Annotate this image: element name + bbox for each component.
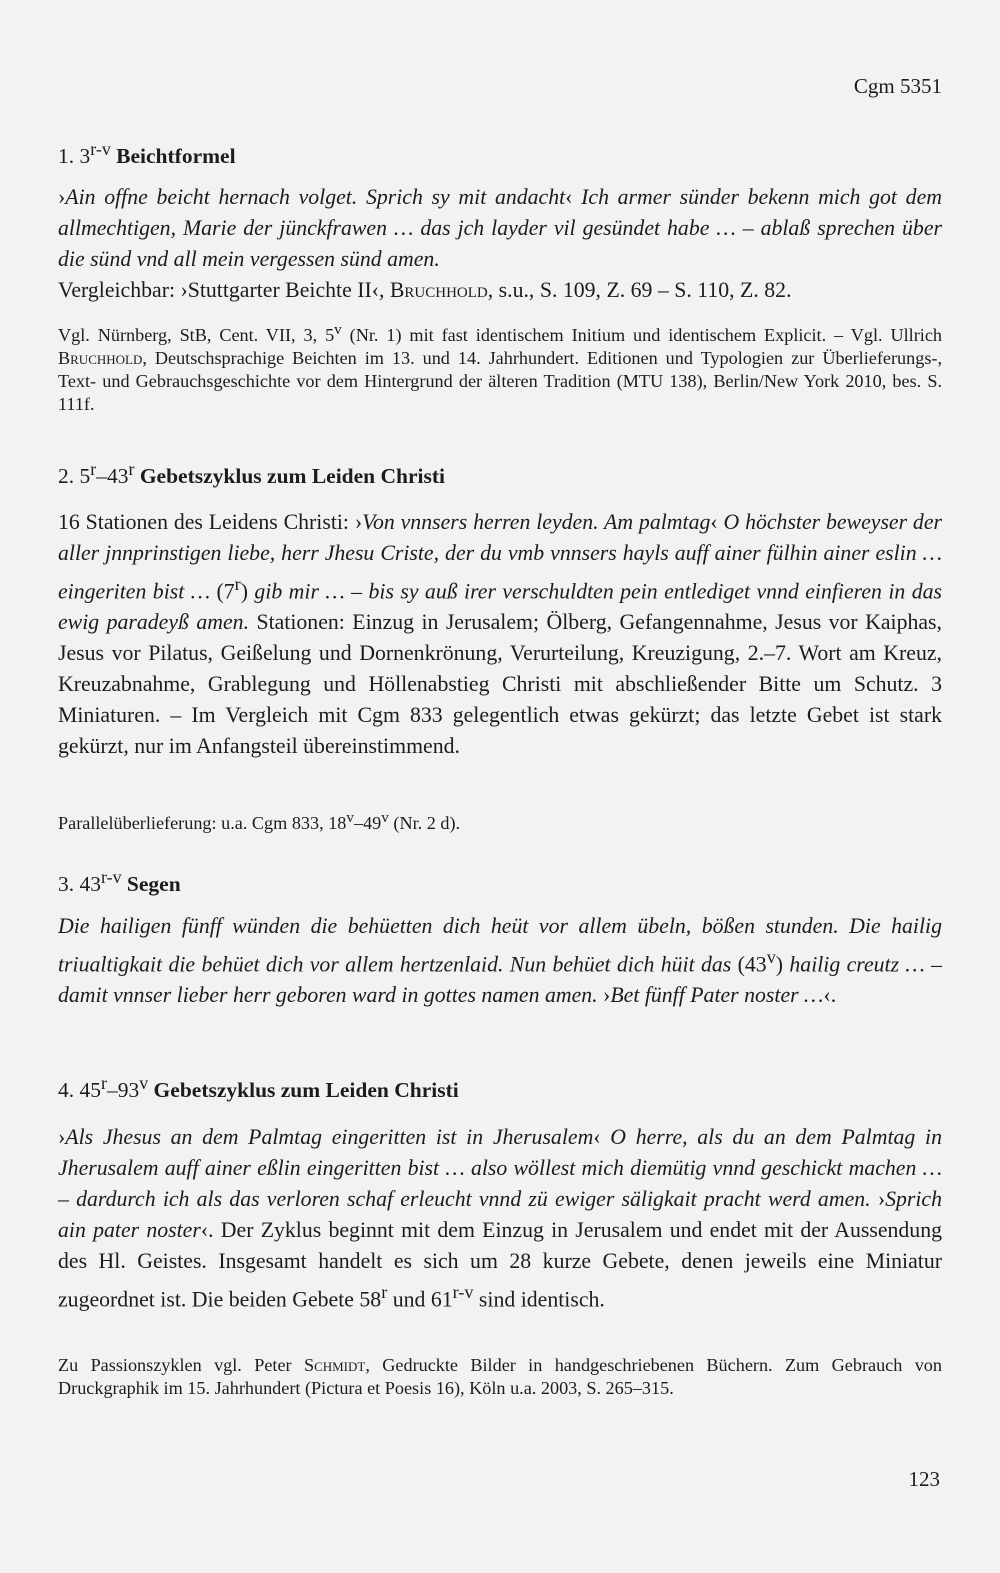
folio-ref: 43 bbox=[79, 872, 101, 897]
entry-4-note: Zu Passionszyklen vgl. Peter Schmidt, Gedruckte Bilder in handgeschriebenen Büchern. Zum Gebrauch von Druckgraphik im 15. Jahrhundert (Pictura et Poesis 16), Köln u.a. 2003, S. 265–315. bbox=[58, 1355, 942, 1398]
entry-2-heading: 2. 5$^r$–43$^r$ Gebetszyklus zum Leiden Christi bbox=[58, 459, 446, 489]
entry-number: 1. bbox=[58, 144, 75, 169]
entry-1-note: Vgl. Nürnberg, StB, Cent. VII, 3, 5$^v$ (Nr. 1) mit fast identischem Initium und identischem Explicit. – Vgl. Ullrich Bruchhold, Deutschsprachige Beichten im 13. und 14. Jahrhundert. Editionen und Typologien zur Überlieferungs-, Text- und Gebrauchsgeschichte vor dem Hintergrund der älteren Tradition (MTU 138), Berlin/New York 2010, bes. S. 111f. bbox=[58, 321, 942, 415]
comparison-label: Vergleichbar: ›Stuttgarter Beichte II‹, bbox=[58, 278, 390, 302]
incipit: Die hailigen fünff wünden die behüetten dich heüt vor allem übeln, bößen stunden. Die hailig triualtigkait die behüet dich vor allem hertzenlaid. Nun behüet dich hüit das bbox=[58, 914, 942, 977]
entry-title: Gebetszyklus zum Leiden Christi bbox=[153, 1078, 459, 1103]
rubric: Bet fünff Pater noster … bbox=[610, 983, 824, 1008]
entry-title: Beichtformel bbox=[116, 144, 236, 169]
entry-1-text: ›Ain offne beicht hernach volget. Sprich sy mit andacht‹ Ich armer sünder bekenn mich got dem allmechtigen, Marie der jünckfrawen … das jch layder vil gesündet habe … – ablaß sprechen über die sünd vnd all mein vergessen sünd amen. Vergleichbar: ›Stuttgarter Beichte II‹, Bruchhold, s.u., S. 109, Z. 69 – S. 110, Z. 82. bbox=[58, 185, 942, 302]
rubric: Sprich ain pater noster bbox=[58, 1187, 942, 1242]
folio-ref: 5 bbox=[79, 464, 91, 489]
entry-2-note: Parallelüberlieferung: u.a. Cgm 833, 18$^v$–49$^v$ (Nr. 2 d). bbox=[58, 809, 461, 834]
incipit-rubric: Von vnnsers herren leyden. Am palmtag bbox=[362, 510, 711, 534]
folio-ref: 3 bbox=[79, 144, 91, 169]
entry-number: 3. bbox=[58, 872, 75, 897]
entry-number: 4. bbox=[58, 1078, 75, 1103]
author-name: Schmidt bbox=[303, 1355, 366, 1375]
description: Stationen: Einzug in Jerusalem; Ölberg, Gefangennahme, Jesus vor Kaiphas, Jesus vor Pilatus, Geißelung und Dornenkrönung, Verurteilung, Kreuzigung, 2.–7. Wort am Kreuz, Kreuzabnahme, Grablegung und Höllenabstieg Christi mit abschließender Bitte um Schutz. 3 Miniaturen. – Im Vergleich mit Cgm 833 gelegentlich etwas gekürzt; das letzte Gebet ist stark gekürzt, nur im Anfangsteil übereinstimmend. bbox=[58, 610, 942, 759]
folio-ref: 43 bbox=[106, 464, 129, 489]
incipit: O herre, als du an dem Palmtag in Jherusalem auff ainer eßlin eingeritten bist … also wöllest mich diemütig vnnd geschickt machen … – dardurch ich als das verloren schaf erleucht vnnd zü ewiger säligkait pracht werd amen. bbox=[58, 1125, 942, 1211]
running-head: Cgm 5351 bbox=[853, 74, 942, 98]
entry-title: Gebetszyklus zum Leiden Christi bbox=[139, 464, 446, 489]
entry-title: Segen bbox=[126, 872, 181, 897]
incipit: O höchster beweyser der aller jnnprinstigen liebe, herr Jhesu Criste, der du vmb vnnsers hayls auff ainer fülhin ainer eslin … eingeriten bist … bbox=[58, 510, 942, 604]
entry-number: 2. bbox=[58, 464, 75, 489]
comparison-ref: , s.u., S. 109, Z. 69 – S. 110, Z. 82. bbox=[487, 278, 792, 302]
incipit-rubric: Ain offne beicht hernach volget. Sprich sy mit andacht bbox=[65, 185, 566, 209]
entry-3-text: Die hailigen fünff wünden die behüetten dich heüt vor allem übeln, bößen stunden. Die hailig triualtigkait die behüet dich vor allem hertzenlaid. Nun behüet dich hüit das (43$^v$) hailig creutz … – damit vnnser lieber herr geboren ward in gottes namen amen. ›Bet fünff Pater noster …‹. bbox=[58, 914, 943, 1008]
page-number: 123 bbox=[908, 1467, 940, 1491]
folio-ref: 93 bbox=[117, 1078, 140, 1103]
entry-4-text: ›Als Jhesus an dem Palmtag eingeritten ist in Jherusalem‹ O herre, als du an dem Palmtag in Jherusalem auff ainer eßlin eingeritten bist … also wöllest mich diemütig vnnd geschickt machen … – dardurch ich als das verloren schaf erleucht vnnd zü ewiger säligkait pracht werd amen. ›Sprich ain pater noster‹. Der Zyklus beginnt mit dem Einzug in Jerusalem und endet mit der Aussendung des Hl. Geistes. Insgesamt handelt es sich um 28 kurze Gebete, denen jeweils eine Miniatur zugeordnet ist. Die beiden Gebete 58$^r$ und 61$^{r-v}$ sind identisch. bbox=[58, 1125, 942, 1312]
entry-1-heading bbox=[58, 139, 236, 169]
author-name: Bruchhold bbox=[58, 348, 143, 369]
incipit: Ich armer sünder bekenn mich got dem allmechtigen, Marie der jünckfrawen … das jch layder vil gesündet habe … – ablaß sprechen über die sünd vnd all mein vergessen sünd amen. bbox=[58, 185, 942, 271]
document-page bbox=[58, 0, 942, 1573]
folio-side: r-v bbox=[90, 139, 111, 159]
explicit: hailig creutz … – damit vnnser lieber herr geboren ward in gottes namen amen. bbox=[58, 952, 943, 1008]
entry-4-heading: 4. 45$^r$–93$^v$ Gebetszyklus zum Leiden Christi bbox=[58, 1073, 459, 1103]
explicit: gib mir … – bis sy auß irer verschuldten pein entlediget vnnd einfieren in das ewig paradeyß amen. bbox=[58, 579, 942, 635]
entry-2-text: 16 Stationen des Leidens Christi: ›Von vnnsers herren leyden. Am palmtag‹ O höchster beweyser der aller jnnprinstigen liebe, herr Jhesu Criste, der du vmb vnnsers hayls auff ainer fülhin ainer eslin … eingeriten bist … (7$^r$) gib mir … – bis sy auß irer verschuldten pein entlediget vnnd einfieren in das ewig paradeyß amen. Stationen: Einzug in Jerusalem; Ölberg, Gefangennahme, Jesus vor Kaiphas, Jesus vor Pilatus, Geißelung und Dornenkrönung, Verurteilung, Kreuzigung, 2.–7. Wort am Kreuz, Kreuzabnahme, Grablegung und Höllenabstieg Christi mit abschließender Bitte um Schutz. 3 Miniaturen. – Im Vergleich mit Cgm 833 gelegentlich etwas gekürzt; das letzte Gebet ist stark gekürzt, nur im Anfangsteil übereinstimmend. bbox=[58, 510, 942, 759]
folio-ref: 45 bbox=[79, 1078, 101, 1103]
incipit-rubric: Als Jhesus an dem Palmtag eingeritten ist in Jherusalem bbox=[65, 1125, 594, 1149]
description: Der Zyklus beginnt mit dem Einzug in Jerusalem und endet mit der Aussendung des Hl. Geistes. Insgesamt handelt es sich um 28 kurze Gebete, denen jeweils eine Miniatur zugeordnet ist. Die beiden Gebete 58 bbox=[58, 1218, 942, 1312]
author-name: Bruchhold bbox=[389, 278, 488, 302]
entry-3-heading: 3. 43$^{r-v}$ Segen bbox=[58, 867, 181, 897]
